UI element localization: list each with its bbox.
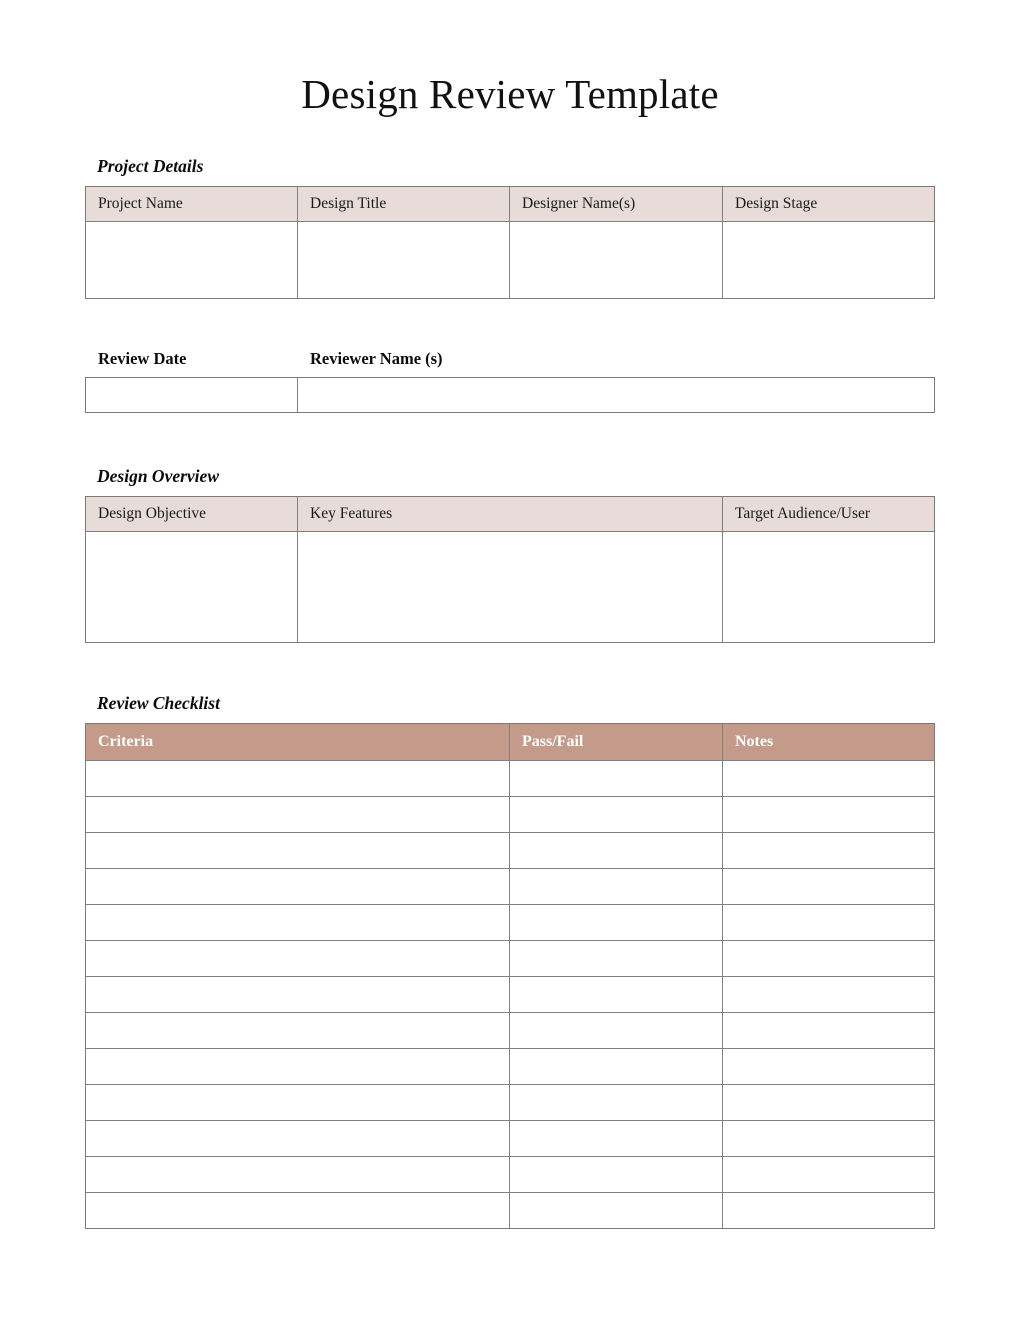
section-heading-review-checklist: Review Checklist (97, 693, 220, 714)
table-row (86, 378, 935, 413)
cell-review-date[interactable] (86, 378, 298, 413)
section-heading-project-details: Project Details (97, 156, 204, 176)
cell-design-title[interactable] (298, 222, 510, 299)
table-row (86, 905, 935, 941)
cell-pass-fail[interactable] (510, 797, 723, 833)
table-row (86, 869, 935, 905)
cell-notes[interactable] (723, 833, 935, 869)
table-row (86, 1085, 935, 1121)
table-row (86, 941, 935, 977)
cell-pass-fail[interactable] (510, 869, 723, 905)
review-checklist-body (86, 761, 935, 1229)
cell-criteria[interactable] (86, 1049, 510, 1085)
cell-notes[interactable] (723, 1157, 935, 1193)
cell-notes[interactable] (723, 1013, 935, 1049)
cell-criteria[interactable] (86, 1193, 510, 1229)
cell-reviewer-name[interactable] (298, 378, 935, 413)
cell-notes[interactable] (723, 1085, 935, 1121)
cell-criteria[interactable] (86, 761, 510, 797)
design-overview-table (85, 496, 935, 643)
cell-pass-fail[interactable] (510, 1085, 723, 1121)
cell-notes[interactable] (723, 1121, 935, 1157)
cell-notes[interactable] (723, 761, 935, 797)
table-header-row (86, 724, 935, 761)
page-title: Design Review Template (301, 71, 719, 117)
cell-criteria[interactable] (86, 905, 510, 941)
column-header-target-audience: Target Audience/User (723, 497, 935, 532)
review-checklist-table (85, 723, 935, 1229)
cell-target-audience[interactable] (723, 532, 935, 643)
label-reviewer-name: Reviewer Name (s) (310, 349, 443, 368)
table-row (86, 1193, 935, 1229)
cell-notes[interactable] (723, 905, 935, 941)
cell-pass-fail[interactable] (510, 905, 723, 941)
cell-design-objective[interactable] (86, 532, 298, 643)
table-row (86, 1013, 935, 1049)
column-header-key-features: Key Features (298, 497, 723, 532)
column-header-project-name: Project Name (86, 187, 298, 222)
cell-criteria[interactable] (86, 1157, 510, 1193)
cell-key-features[interactable] (298, 532, 723, 643)
section-design-overview (0, 466, 1020, 643)
cell-notes[interactable] (723, 1049, 935, 1085)
cell-criteria[interactable] (86, 977, 510, 1013)
table-row (86, 833, 935, 869)
cell-criteria[interactable] (86, 941, 510, 977)
table-row (86, 222, 935, 299)
cell-pass-fail[interactable] (510, 1013, 723, 1049)
section-project-details (0, 156, 1020, 299)
cell-pass-fail[interactable] (510, 1049, 723, 1085)
column-header-design-title: Design Title (298, 187, 510, 222)
cell-pass-fail[interactable] (510, 941, 723, 977)
cell-notes[interactable] (723, 869, 935, 905)
table-row (86, 1157, 935, 1193)
table-row (86, 1121, 935, 1157)
cell-pass-fail[interactable] (510, 761, 723, 797)
cell-pass-fail[interactable] (510, 1157, 723, 1193)
column-header-designer-names: Designer Name(s) (510, 187, 723, 222)
column-header-design-stage: Design Stage (723, 187, 935, 222)
cell-pass-fail[interactable] (510, 1121, 723, 1157)
table-header-row (86, 187, 935, 222)
cell-design-stage[interactable] (723, 222, 935, 299)
table-row (86, 977, 935, 1013)
cell-criteria[interactable] (86, 1121, 510, 1157)
cell-criteria[interactable] (86, 869, 510, 905)
column-header-design-objective: Design Objective (86, 497, 298, 532)
project-details-table (85, 186, 935, 299)
cell-pass-fail[interactable] (510, 833, 723, 869)
cell-pass-fail[interactable] (510, 1193, 723, 1229)
table-row (86, 761, 935, 797)
table-row (86, 532, 935, 643)
cell-notes[interactable] (723, 977, 935, 1013)
cell-designer-names[interactable] (510, 222, 723, 299)
column-header-criteria: Criteria (86, 724, 510, 761)
section-review-meta (0, 350, 1020, 413)
section-heading-design-overview: Design Overview (97, 466, 219, 487)
table-row (86, 1049, 935, 1085)
cell-notes[interactable] (723, 941, 935, 977)
table-row (86, 797, 935, 833)
cell-pass-fail[interactable] (510, 977, 723, 1013)
review-meta-table (85, 377, 935, 413)
cell-criteria[interactable] (86, 833, 510, 869)
column-header-notes: Notes (723, 724, 935, 761)
cell-project-name[interactable] (86, 222, 298, 299)
review-meta-labels (85, 350, 934, 377)
label-review-date: Review Date (98, 349, 187, 368)
cell-notes[interactable] (723, 797, 935, 833)
table-header-row (86, 497, 935, 532)
cell-criteria[interactable] (86, 797, 510, 833)
cell-criteria[interactable] (86, 1085, 510, 1121)
column-header-pass-fail: Pass/Fail (510, 724, 723, 761)
cell-notes[interactable] (723, 1193, 935, 1229)
section-review-checklist (0, 693, 1020, 1229)
cell-criteria[interactable] (86, 1013, 510, 1049)
